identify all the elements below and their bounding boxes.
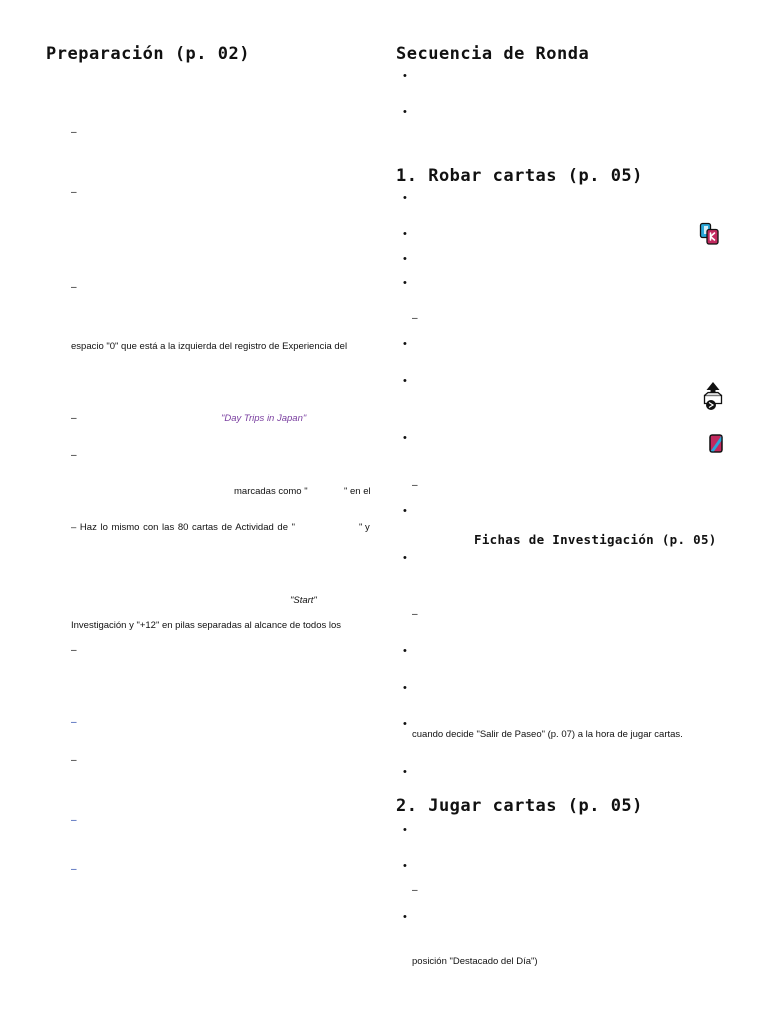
list-bullet: • — [403, 253, 407, 265]
list-bullet: • — [403, 911, 407, 923]
list-bullet: • — [403, 228, 407, 240]
list-dash: – — [412, 609, 418, 620]
text-investigacion: Investigación y "+12" en pilas separadas al alcance de todos los — [71, 620, 342, 631]
list-bullet: • — [403, 682, 407, 694]
list-dash: – — [71, 755, 77, 766]
list-dash-blue: – — [71, 815, 77, 826]
subheading-fichas-investigacion: Fichas de Investigación (p. 05) — [474, 532, 717, 547]
list-bullet: • — [403, 432, 407, 444]
list-dash: – — [71, 450, 77, 461]
list-bullet: • — [403, 645, 407, 657]
list-dash: – — [71, 282, 77, 293]
list-dash: – — [412, 313, 418, 324]
list-bullet: • — [403, 338, 407, 350]
text-line-espacio: espacio "0" que está a la izquierda del registro de Experiencia del — [71, 341, 348, 352]
card-icon — [709, 434, 723, 453]
text-cuando-decide: cuando decide "Salir de Paseo" (p. 07) a la hora de jugar cartas. — [412, 729, 683, 740]
list-bullet: • — [403, 824, 407, 836]
section-heading-preparacion: Preparación (p. 02) — [46, 44, 250, 64]
text-y: " y — [359, 522, 370, 533]
list-dash-blue: – — [71, 717, 77, 728]
list-bullet: • — [403, 192, 407, 204]
list-dash: – — [71, 187, 77, 198]
list-bullet: • — [403, 505, 407, 517]
list-bullet: • — [403, 375, 407, 387]
list-bullet: • — [403, 766, 407, 778]
text-posicion-destacado: posición "Destacado del Día") — [412, 956, 538, 967]
italic-day-trips: "Day Trips in Japan" — [221, 413, 307, 424]
text-en-el: " en el — [344, 486, 371, 497]
section-heading-secuencia: Secuencia de Ronda — [396, 44, 590, 64]
list-bullet: • — [403, 860, 407, 872]
list-bullet: • — [403, 552, 407, 564]
discard-to-box-icon — [702, 381, 724, 411]
draw-cards-icon — [699, 222, 721, 246]
list-bullet: • — [403, 718, 407, 730]
list-dash: – — [412, 480, 418, 491]
list-bullet: • — [403, 70, 407, 82]
section-heading-jugar-cartas: 2. Jugar cartas (p. 05) — [396, 796, 643, 816]
list-dash: – — [412, 885, 418, 896]
list-dash-blue: – — [71, 864, 77, 875]
list-dash: – — [71, 413, 77, 424]
list-dash: – — [71, 645, 77, 656]
text-haz-lo-mismo: – Haz lo mismo con las 80 cartas de Actividad de " — [71, 522, 296, 533]
list-bullet: • — [403, 277, 407, 289]
italic-start: "Start" — [290, 595, 317, 606]
list-dash: – — [71, 127, 77, 138]
section-heading-robar-cartas: 1. Robar cartas (p. 05) — [396, 166, 643, 186]
list-bullet: • — [403, 106, 407, 118]
text-marcadas-como: marcadas como " — [234, 486, 308, 497]
